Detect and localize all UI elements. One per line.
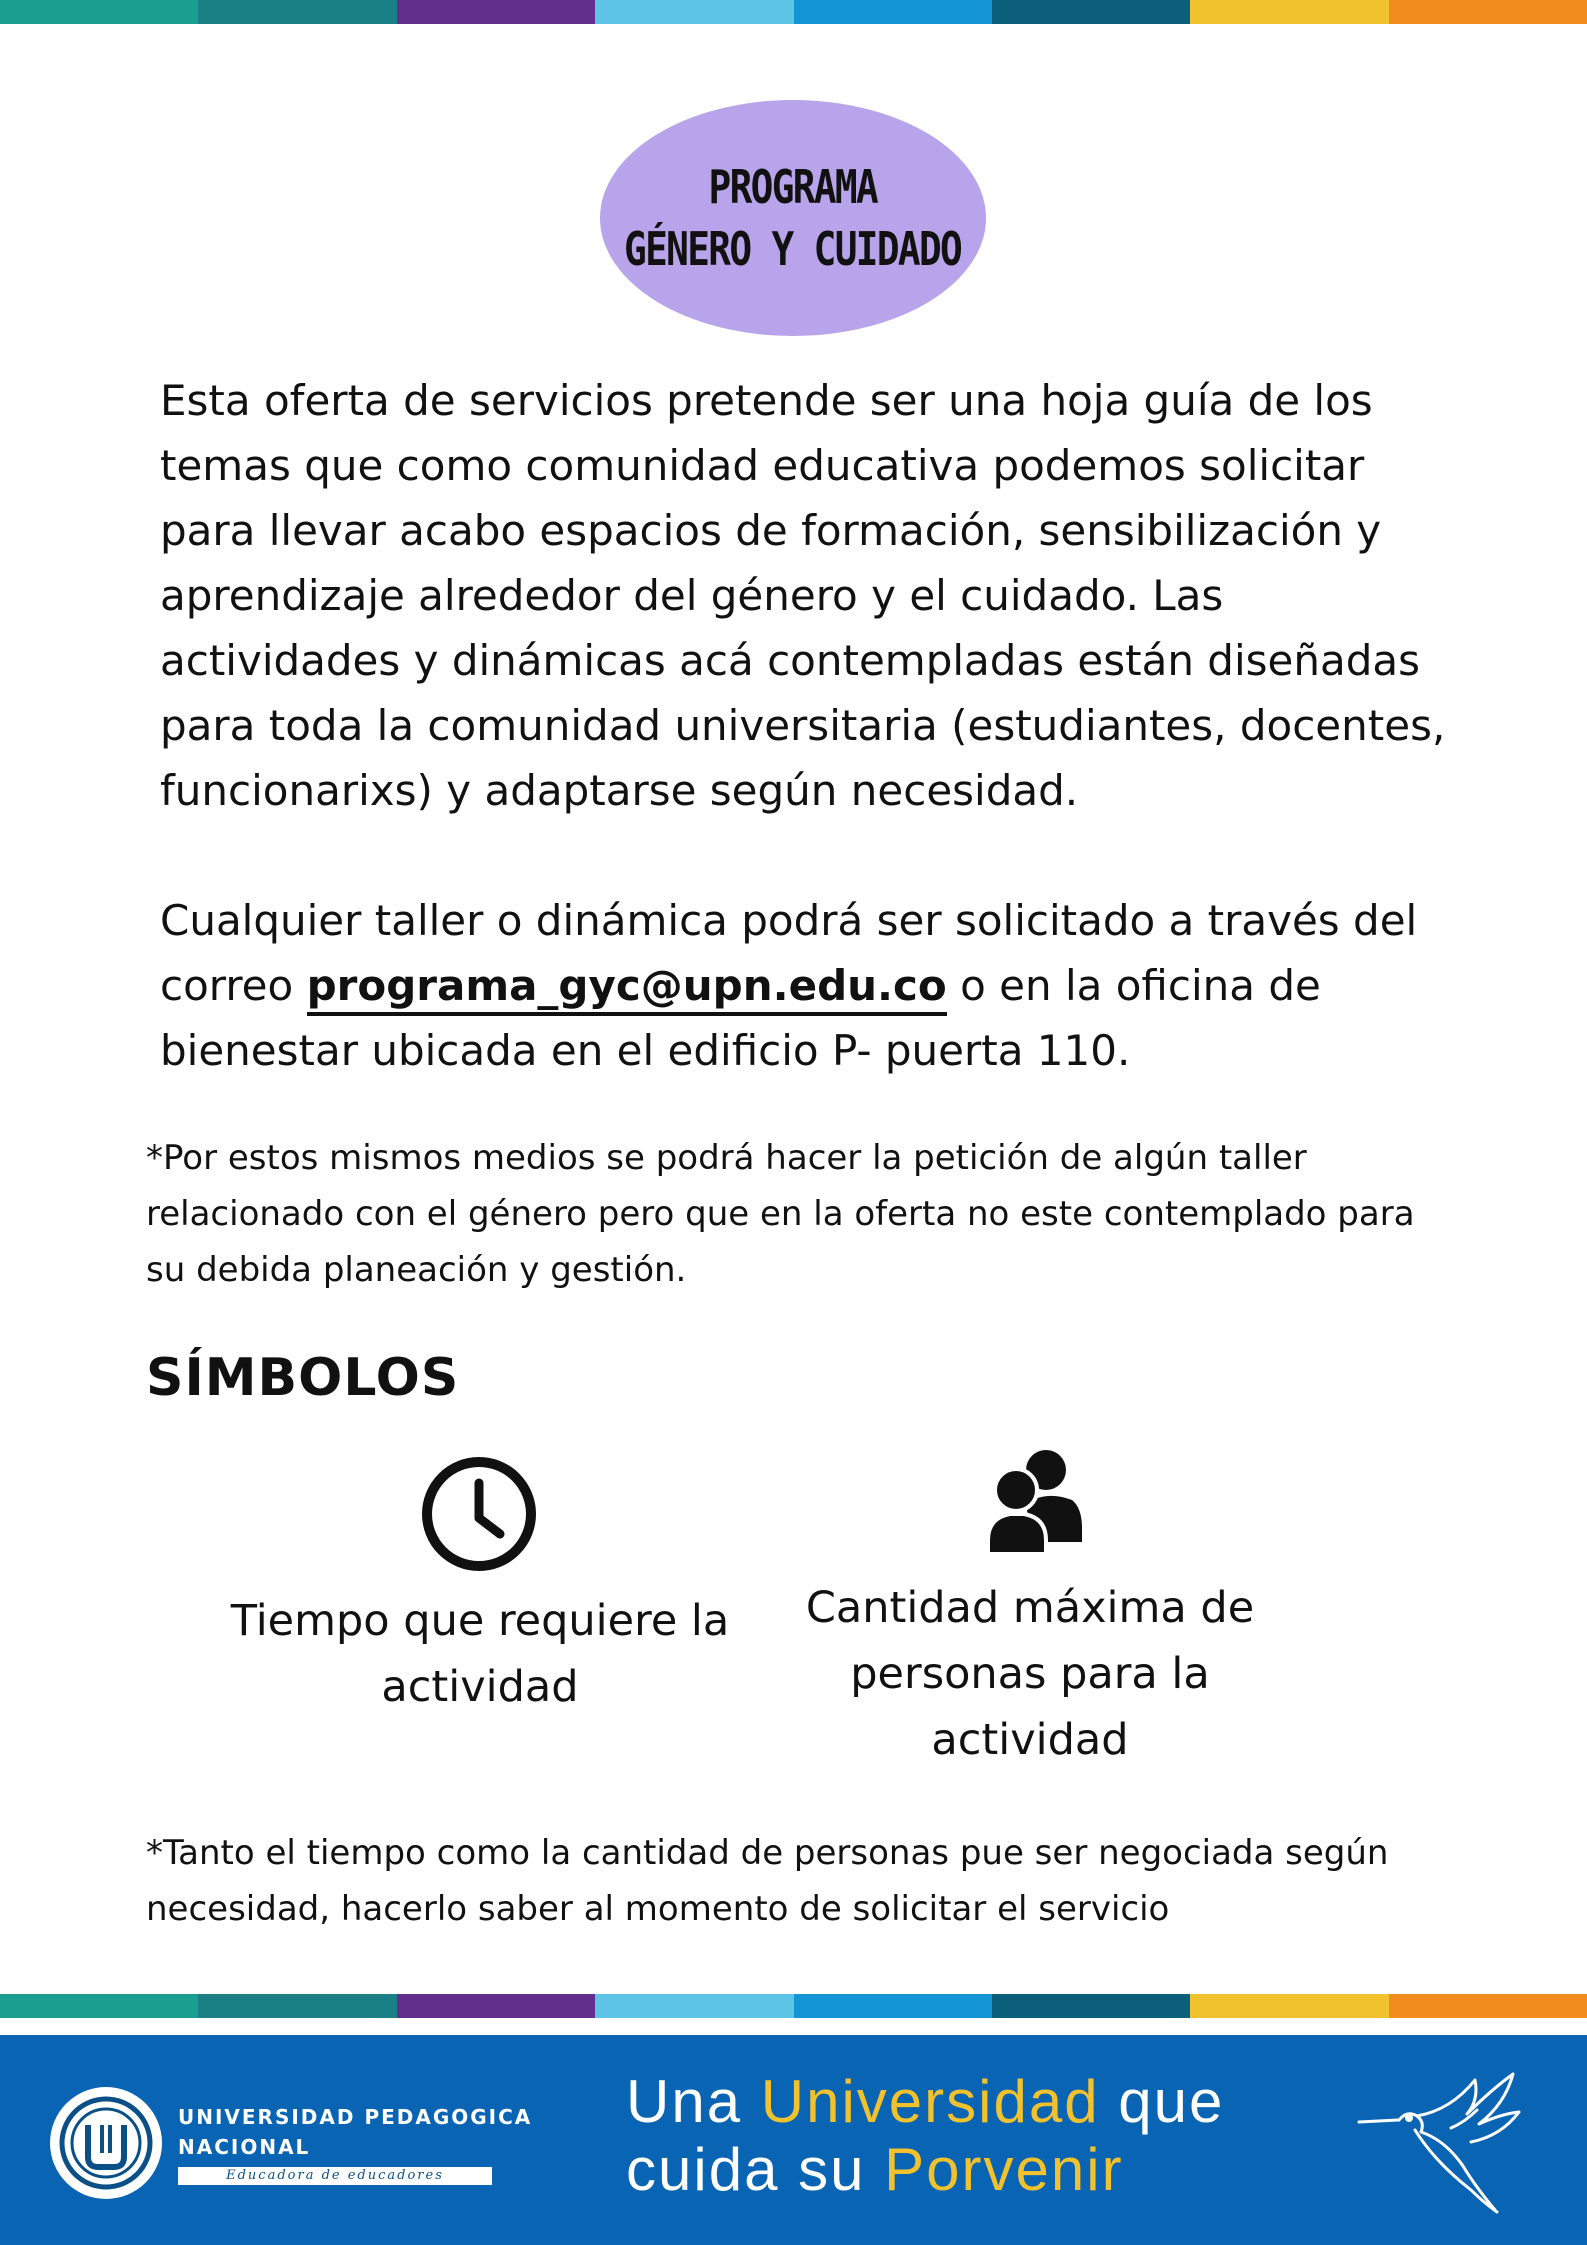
stripe-segment [992,1994,1190,2018]
time-caption: Tiempo que requiere la actividad [230,1596,730,1712]
people-icon [986,1448,1082,1556]
slogan-line1 [626,2067,1224,2136]
top-color-stripe [0,0,1587,24]
slogan-highlight-universidad: Universidad [760,2068,1100,2135]
symbols-heading: SÍMBOLOS [146,1348,460,1408]
university-tagline: Educadora de educadores [178,2167,492,2185]
slogan-word: que [1099,2068,1225,2135]
stripe-segment [595,0,793,24]
university-name-line1: UNIVERSIDAD PEDAGOGICA [178,2105,533,2129]
slogan-line2 [626,2135,1124,2204]
contact-text-before: Cualquier taller o dinámica podrá ser solicitado a través del correo [160,896,1418,1010]
contact-paragraph [160,888,1450,1083]
program-title-line1: PROGRAMA [708,160,878,214]
clock-icon [420,1455,538,1573]
contact-text-after: o en la oficina de bienestar ubicada en el edificio P- puerta 110. [160,961,1321,1075]
program-title-badge [600,100,986,336]
stripe-segment [0,0,198,24]
stripe-segment [397,0,595,24]
intro-paragraph: Esta oferta de servicios pretende ser una hoja guía de los temas que como comunidad educativa podemos solicitar para llevar acabo espacios de formación, sensibilización y aprendizaje alrededor del género y el cuidado. Las actividades y dinámicas acá contempladas están diseñadas para toda la comunidad universitaria (estudiantes, docentes, funcionarixs) y adaptarse según necesidad. [160,376,1446,815]
footer-banner [0,2035,1587,2245]
university-logo [50,2087,162,2199]
people-caption: Cantidad máxima de personas para la actividad [805,1583,1255,1765]
slogan-highlight-porvenir: Porvenir [884,2136,1124,2203]
slogan-word: Una [626,2068,761,2135]
university-name-line2: NACIONAL [178,2135,311,2159]
stripe-segment [595,1994,793,2018]
email-link[interactable]: programa_gyc@upn.edu.co [307,961,947,1016]
stripe-segment [1389,1994,1587,2018]
bottom-color-stripe [0,1994,1587,2018]
stripe-segment [397,1994,595,2018]
stripe-segment [794,1994,992,2018]
stripe-segment [794,0,992,24]
hummingbird-icon [1355,2070,1525,2220]
stripe-segment [198,0,396,24]
stripe-segment [1190,0,1388,24]
note-negotiation: *Tanto el tiempo como la cantidad de personas pue ser negociada según necesidad, hacerlo saber al momento de solicitar el servicio [146,1833,1389,1929]
university-logo-icon [58,2095,154,2191]
slogan-word: cuida su [626,2136,885,2203]
stripe-segment [992,0,1190,24]
stripe-segment [198,1994,396,2018]
stripe-segment [0,1994,198,2018]
stripe-segment [1389,0,1587,24]
stripe-segment [1190,1994,1388,2018]
note-extra-workshops: *Por estos mismos medios se podrá hacer la petición de algún taller relacionado con el género pero que en la oferta no este contemplado para su debida planeación y gestión. [146,1138,1415,1290]
program-title-line2: GÉNERO Y CUIDADO [624,222,962,276]
